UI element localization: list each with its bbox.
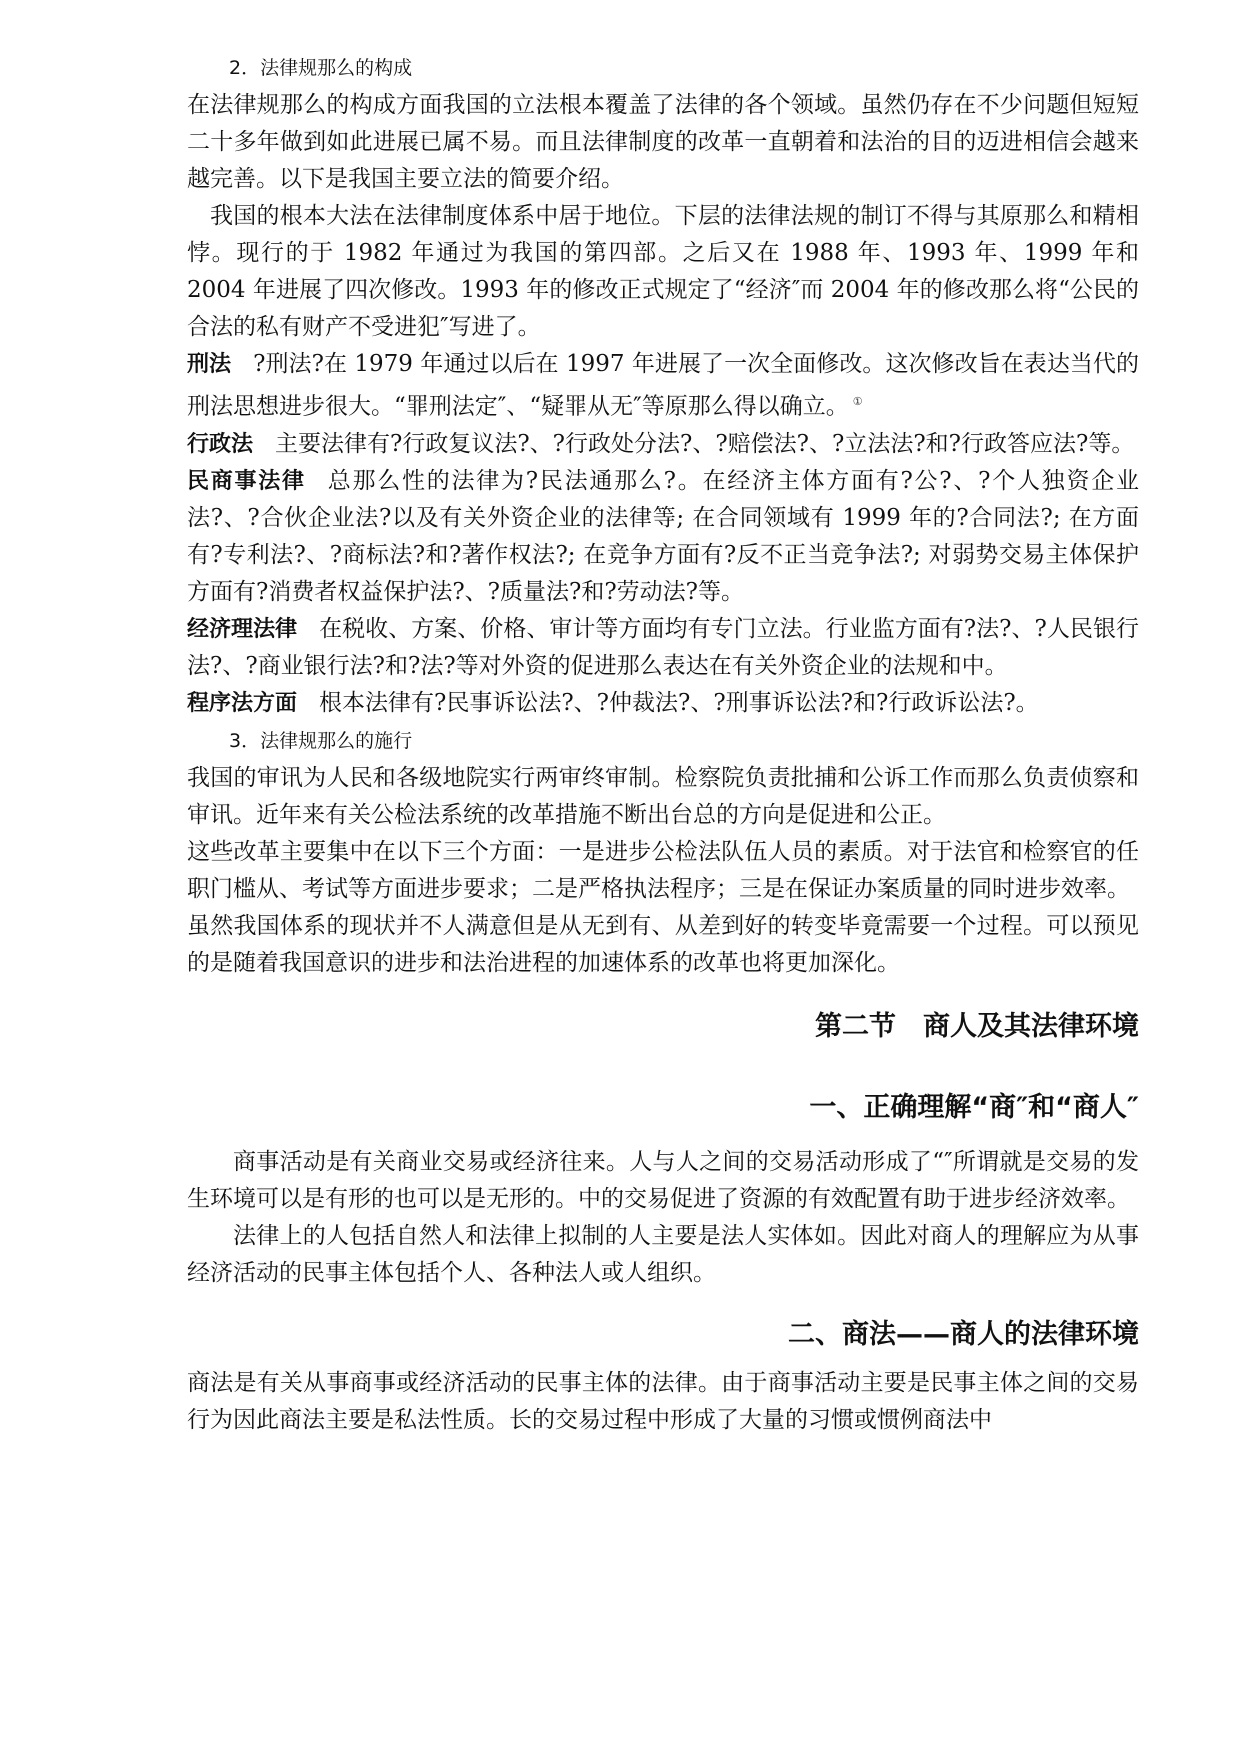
- footnote-mark[interactable]: ①: [852, 395, 863, 408]
- paragraph-commercial-law: 商法是有关从事商事或经济活动的民事主体的法律。由于商事活动主要是民事主体之间的交易行为因此商法主要是私法性质。长的交易过程中形成了大量的习惯或惯例商法中: [187, 1369, 1139, 1433]
- law-item-text: 在税收、方案、价格、审计等方面均有专门立法。行业监方面有?法?、?人民银行法?、?商业银行法?和?法?等对外资的促进那么表达在有关外资企业的法规和中。: [187, 615, 1139, 679]
- paragraph-legislation-intro: 在法律规那么的构成方面我国的立法根本覆盖了法律的各个领域。虽然仍存在不少问题但短短二十多年做到如此进展已属不易。而且法律制度的改革一直朝着和法治的目的迈进相信会越来越完善。以下是我国主要立法的简要介绍。: [187, 92, 1139, 192]
- law-item-criminal: [187, 346, 1139, 426]
- section-title: 第二节 商人及其法律环境: [815, 1010, 1139, 1042]
- paragraph-trial-system: 我国的审讯为人民和各级地院实行两审终审制。检察院负责批捕和公诉工作而那么负责侦察和审讯。近年来有关公检法系统的改革措施不断出台总的方向是促进和公正。: [187, 764, 1139, 828]
- law-item-procedural: [187, 685, 1139, 722]
- paragraph-commerce: 商事活动是有关商业交易或经济往来。人与人之间的交易活动形成了“″所谓就是交易的发生环境可以是有形的也可以是无形的。中的交易促进了资源的有效配置有助于进步经济效率。: [187, 1148, 1139, 1212]
- law-item-administrative: [187, 426, 1139, 463]
- part-title-2: 二、商法——商人的法律环境: [788, 1318, 1139, 1350]
- paragraph-constitution: 我国的根本大法在法律制度体系中居于地位。下层的法律法规的制订不得与其原那么和精相悖。现行的于 1982 年通过为我国的第四部。之后又在 1988 年、1993 年、1999 年和 2004 年进展了四次修改。1993 年的修改正式规定了“经济″而 2004 年的修改那么将“公民的合法的私有财产不受进犯″写进了。: [187, 203, 1139, 340]
- subsection-heading-3: 3．法律规那么的施行: [229, 729, 413, 752]
- law-item-civil-commercial: [187, 463, 1139, 611]
- law-item-term: 程序法方面: [187, 690, 298, 716]
- paragraph-outlook: 虽然我国体系的现状并不人满意但是从无到有、从差到好的转变毕竟需要一个过程。可以预见的是随着我国意识的进步和法治进程的加速体系的改革也将更加深化。: [187, 912, 1139, 976]
- law-item-term: 民商事法律: [187, 468, 306, 494]
- subsection-heading-2: 2．法律规那么的构成: [229, 57, 413, 79]
- part-title-1: 一、正确理解“商″和“商人″: [809, 1091, 1139, 1123]
- law-item-term: 经济理法律: [187, 616, 298, 642]
- document-page: [187, 0, 1139, 1439]
- law-item-text: 总那么性的法律为?民法通那么?。在经济主体方面有?公?、?个人独资企业法?、?合伙企业法?以及有关外资企业的法律等; 在合同领域有 1999 年的?合同法?; 在方面有?专利法?、?商标法?和?著作权法?; 在竞争方面有?反不正当竞争法?; 对弱势交易主体保护方面有?消费者权益保护法?、?质量法?和?劳动法?等。: [187, 467, 1139, 605]
- law-item-text: 根本法律有?民事诉讼法?、?仲裁法?、?刑事诉讼法?和?行政诉讼法?。: [319, 689, 1039, 716]
- law-item-term: 刑法: [187, 352, 232, 377]
- law-item-text: 主要法律有?行政复议法?、?行政处分法?、?赔偿法?、?立法法?和?行政答应法?等。: [275, 430, 1135, 457]
- law-item-economic: [187, 611, 1139, 685]
- law-item-text: ?刑法?在 1979 年通过以后在 1997 年进展了一次全面修改。这次修改旨在表达当代的刑法思想进步很大。“罪刑法定″、“疑罪从无″等原那么得以确立。: [187, 351, 1139, 420]
- paragraph-merchant: 法律上的人包括自然人和法律上拟制的人主要是法人实体如。因此对商人的理解应为从事经济活动的民事主体包括个人、各种法人或人组织。: [187, 1222, 1139, 1286]
- paragraph-reforms: 这些改革主要集中在以下三个方面：一是进步公检法队伍人员的素质。对于法官和检察官的任职门槛从、考试等方面进步要求；二是严格执法程序；三是在保证办案质量的同时进步效率。: [187, 838, 1139, 902]
- law-item-term: 行政法: [187, 431, 254, 457]
